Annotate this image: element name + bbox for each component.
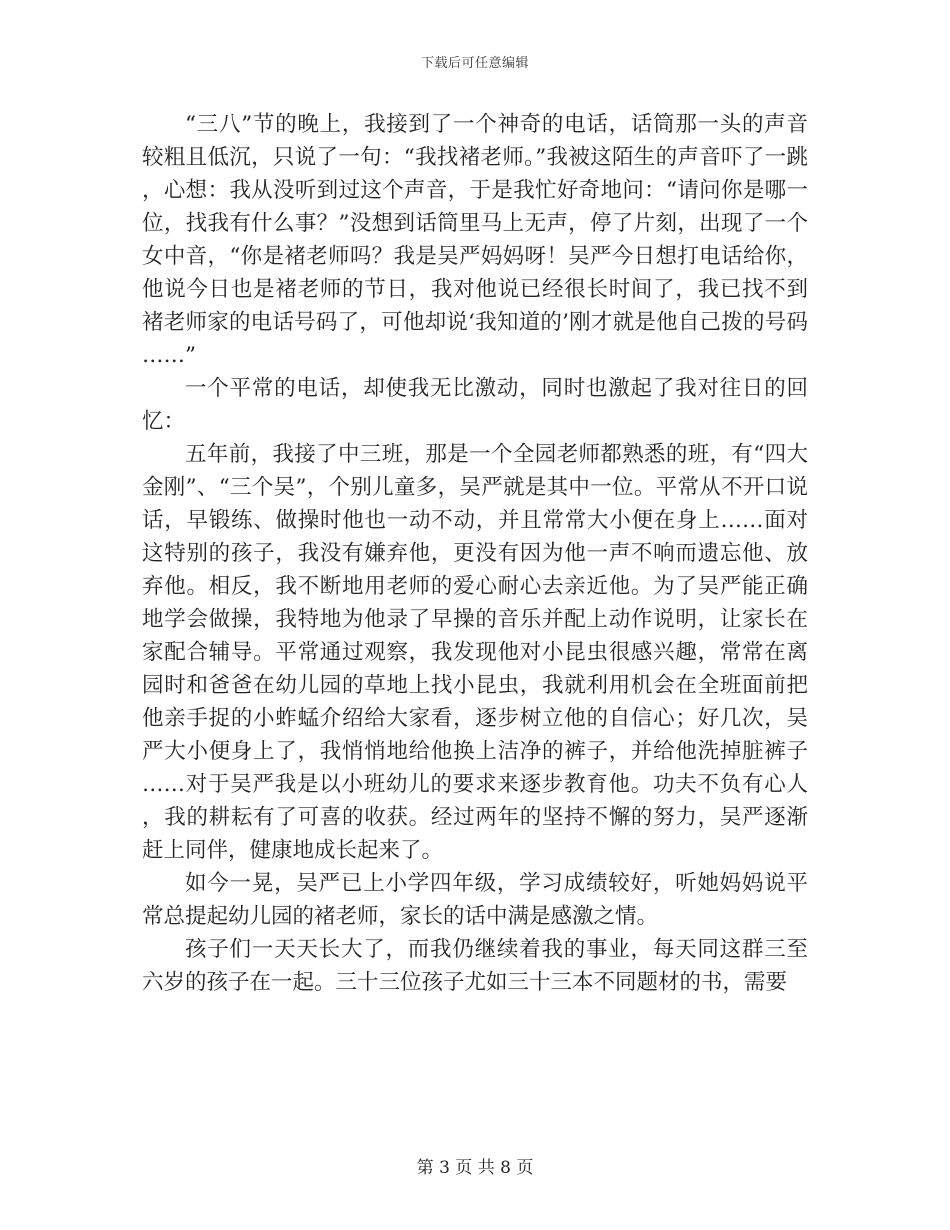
page-header: 下载后可任意编辑 xyxy=(420,56,529,71)
document-body xyxy=(142,108,808,999)
paragraph-phone-call: “三八”节的晚上，我接到了一个神奇的电话，话筒那一头的声音较粗且低沉，只说了一句：“我找褚老师。”我被这陌生的声音吓了一跳，心想：我从没听到过这个声音，于是我忙好奇地问：“请问你是哪一位，找我有什么事？”没想到话筒里马上无声，停了片刻，出现了一个女中音，“你是褚老师吗？我是吴严妈妈呀！吴严今日想打电话给你，他说今日也是褚老师的节日，我对他说已经很长时间了，我已找不到褚老师家的电话号码了，可他却说‘我知道的’刚才就是他自己拨的号码……” xyxy=(142,112,808,368)
paragraph-now: 如今一晃，吴严已上小学四年级，学习成绩较好，听她妈妈说平常总提起幼儿园的褚老师，家长的话中满是感激之情。 xyxy=(142,871,808,929)
paragraph-children: 孩子们一天天长大了，而我仍继续着我的事业，每天同这群三至六岁的孩子在一起。三十三位孩子尤如三十三本不同题材的书，需要 xyxy=(142,937,808,995)
page-number: 第 3 页 共 8 页 xyxy=(416,1158,534,1178)
paragraph-five-years-ago: 五年前，我接了中三班，那是一个全园老师都熟悉的班，有“四大金刚”、“三个吴”，个别儿童多，吴严就是其中一位。平常从不开口说话，早锻练、做操时他也一动不动，并且常常大小便在身上……面对这特别的孩子，我没有嫌弃他，更没有因为他一声不响而遗忘他、放弃他。相反，我不断地用老师的爱心耐心去亲近他。为了吴严能正确地学会做操，我特地为他录了早操的音乐并配上动作说明，让家长在家配合辅导。平常通过观察，我发现他对小昆虫很感兴趣，常常在离园时和爸爸在幼儿园的草地上找小昆虫，我就利用机会在全班面前把他亲手捉的小蚱蜢介绍给大家看，逐步树立他的自信心；好几次，吴严大小便身上了，我悄悄地给他换上洁净的裤子，并给他洗掉脏裤子……对于吴严我是以小班幼儿的要求来逐步教育他。功夫不负有心人，我的耕耘有了可喜的收获。经过两年的坚持不懈的努力，吴严逐渐赶上同伴，健康地成长起来了。 xyxy=(142,442,808,863)
paragraph-memory-intro: 一个平常的电话，却使我无比激动，同时也激起了我对往日的回忆： xyxy=(142,376,808,434)
